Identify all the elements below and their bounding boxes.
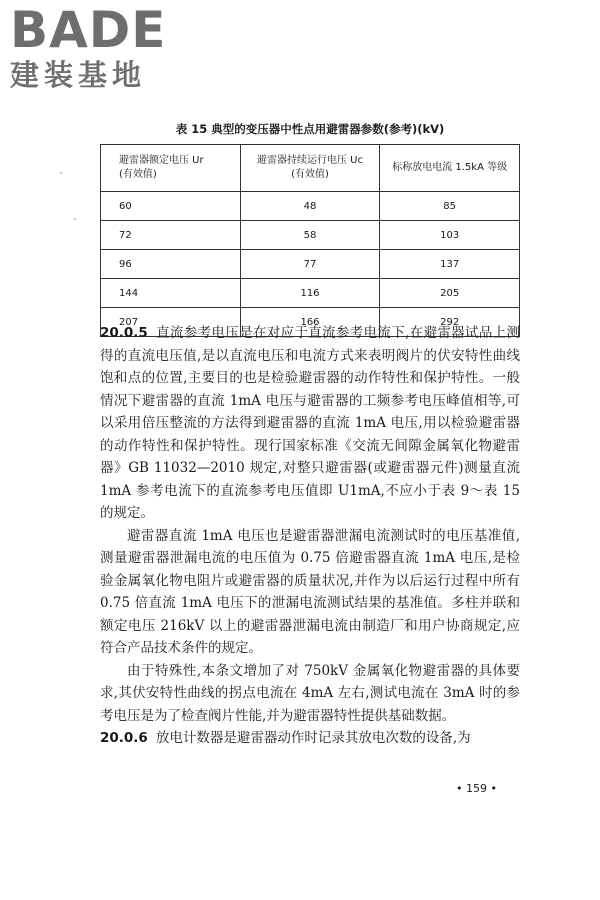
logo-subtitle: 建装基地	[10, 58, 147, 92]
table-cell: 58	[240, 221, 380, 250]
table-cell: 60	[101, 192, 241, 221]
page-number: • 159 •	[456, 782, 497, 795]
paragraph: 避雷器直流 1mA 电压也是避雷器泄漏电流测试时的电压基准值,测量避雷器泄漏电流的电压值为 0.75 倍避雷器直流 1mA 电压,是检验金属氧化物电阻片或避雷器的质量状况,并作为以后运行过程中所有 0.75 倍直流 1mA 电压下的泄漏电流测试结果的基准值。多柱并联和额定电压 216kV 以上的避雷器泄漏电流由制造厂和用户协商规定,应符合产品技术条件的规定。	[100, 527, 520, 656]
table-cell: 103	[380, 221, 520, 250]
table-caption: 表 15 典型的变压器中性点用避雷器参数(参考)(kV)	[175, 122, 445, 136]
table-row	[101, 221, 520, 250]
section-number: 20.0.5	[100, 325, 148, 341]
table-row	[101, 250, 520, 279]
table-cell: 292	[380, 308, 520, 337]
header-line: (有效值)	[291, 169, 329, 180]
table-cell: 116	[240, 279, 380, 308]
table-row	[101, 192, 520, 221]
table-cell: 207	[101, 308, 241, 337]
table-cell: 77	[240, 250, 380, 279]
paragraph-20-0-5	[100, 322, 520, 525]
header-rated-voltage	[101, 145, 241, 192]
paragraph: 由于特殊性,本条文增加了对 750kV 金属氧化物避雷器的具体要求,其伏安特性曲线的拐点电流在 4mA 左右,测试电流在 3mA 时的参考电压是为了检查阀片性能,并为避雷器特性提供基础数据。	[100, 662, 520, 724]
arrester-parameter-table	[100, 144, 520, 337]
header-discharge-current	[380, 145, 520, 192]
header-line: 避雷器持续运行电压 Uc	[257, 155, 363, 166]
table-row	[101, 279, 520, 308]
table-cell: 96	[101, 250, 241, 279]
paragraph-text: 直流参考电压是在对应于直流参考电流下,在避雷器试品上测得的直流电压值,是以直流电压和电流方式来表明阀片的伏安特性曲线饱和点的位置,主要目的也是检验避雷器的动作特性和保护特性。一般情况下避雷器的直流 1mA 电压与避雷器的工频参考电压峰值相等,可以采用倍压整流的方法得到避雷器的直流 1mA 电压,用以检验避雷器的动作特性和保护特性。现行国家标准《交流无间隙金属氧化物避雷器》GB 11032—2010 规定,对整只避雷器(或避雷器元件)测量直流 1mA 参考电流下的直流参考电压值即 U1mA,不应小于表 9～表 15 的规定。	[100, 325, 520, 521]
table-header-row	[101, 145, 520, 192]
header-line: 标称放电电流 1.5kA 等级	[392, 162, 508, 173]
body-text	[100, 322, 520, 750]
table-cell: 72	[101, 221, 241, 250]
table-cell: 48	[240, 192, 380, 221]
paragraph-20-0-6	[100, 727, 520, 750]
table-cell: 137	[380, 250, 520, 279]
header-line: 避雷器额定电压 Ur	[119, 155, 204, 166]
logo-wordmark: BADE	[10, 1, 167, 59]
table-cell: 205	[380, 279, 520, 308]
scan-speck	[74, 218, 76, 220]
table-cell: 144	[101, 279, 241, 308]
header-line: (有效值)	[119, 169, 157, 180]
logo	[10, 1, 190, 92]
scan-speck	[60, 172, 62, 174]
table-cell: 166	[240, 308, 380, 337]
paragraph-text: 放电计数器是避雷器动作时记录其放电次数的设备,为	[155, 730, 471, 746]
header-continuous-voltage	[240, 145, 380, 192]
section-number: 20.0.6	[100, 730, 148, 746]
table-cell: 85	[380, 192, 520, 221]
